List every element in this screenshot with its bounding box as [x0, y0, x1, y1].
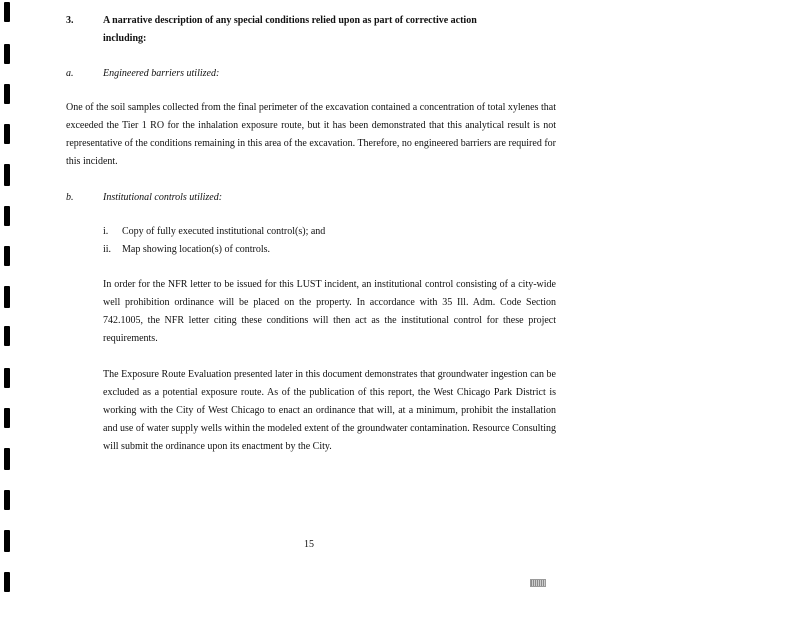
subsection-b-paragraph-1: In order for the NFR letter to be issued for this LUST incident, an institutional control consisting of a city-wide well prohibition ordinance will be placed on the property. In accordance with 35 Ill. Adm. Code Section 742.1005, the NFR letter citing these conditions will then act as the institutional control for these project requirements.	[103, 279, 556, 344]
binder-mark	[4, 246, 10, 266]
list-marker: ii.	[103, 244, 112, 255]
binder-mark	[4, 490, 10, 510]
binder-mark	[4, 448, 10, 470]
scan-stamp	[530, 579, 546, 587]
binder-mark	[4, 326, 10, 346]
list-item: Copy of fully executed institutional control(s); and	[122, 226, 326, 237]
binder-mark	[4, 124, 10, 144]
section-number: 3.	[66, 15, 74, 26]
subsection-a-title: Engineered barriers utilized:	[103, 68, 220, 79]
binder-mark	[4, 572, 10, 592]
binder-mark	[4, 84, 10, 104]
section-heading-line2: including:	[103, 33, 147, 44]
binder-mark	[4, 164, 10, 186]
subsection-a-label: a.	[66, 68, 74, 79]
binder-mark	[4, 206, 10, 226]
binder-mark	[4, 368, 10, 388]
binder-mark	[4, 530, 10, 552]
binder-mark	[4, 408, 10, 428]
subsection-b-title: Institutional controls utilized:	[103, 192, 223, 203]
binder-mark	[4, 44, 10, 64]
list-item: Map showing location(s) of controls.	[122, 244, 271, 255]
page-number: 15	[304, 539, 314, 550]
section-heading-line1: A narrative description of any special conditions relied upon as part of corrective action	[103, 15, 477, 26]
binder-mark	[4, 286, 10, 308]
binder-mark	[4, 2, 10, 22]
list-marker: i.	[103, 226, 109, 237]
subsection-b-label: b.	[66, 192, 74, 203]
subsection-b-paragraph-2: The Exposure Route Evaluation presented later in this document demonstrates that groundwater ingestion can be excluded as a potential exposure route. As of the publication of this report, the West Chicago Park District is working with the City of West Chicago to enact an ordinance that will, at a minimum, prohibit the installation and use of water supply wells within the modeled extent of the groundwater contamination. Resource Consulting will submit the ordinance upon its enactment by the City.	[103, 369, 556, 452]
subsection-a-paragraph: One of the soil samples collected from the final perimeter of the excavation contained a concentration of total xylenes that exceeded the Tier 1 RO for the inhalation exposure route, but it has been demonstrated that this analytical result is not representative of the conditions remaining in this area of the excavation. Therefore, no engineered barriers are required for this incident.	[66, 102, 556, 167]
